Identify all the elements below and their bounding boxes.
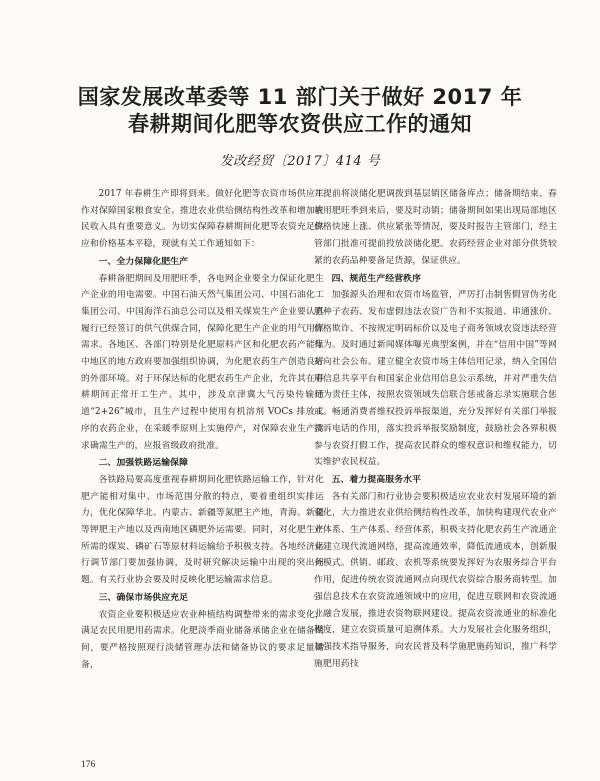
section-5-body: 各有关部门和行业协会要积极适应农业农村发展环境的新变化，大力推进农业供给侧结构性改革，加快构建现代农业产业体系、生产体系、经营体系，积极支持化肥农药生产流通企业建立现代流通网络，提高流通效率，降低流通成本，创新服务模式。供销、邮政、农机等系统要发挥好为农服务综合平台作用，促进传统农资流通网点向现代农资综合服务商转型。加强信息技术在农资流通领域中的应用，促进互联网和农资流通业融合发展，推进农资物联网建设。提高农资流通业的标准化程度，建立农资质量可追溯体系。大力发展社会化服务组织，加强技术指导服务，向农民普及科学施肥施药知识，推广科学施肥用药技 [314,491,557,669]
title-line-1: 国家发展改革委等 11 部门关于做好 2017 年 [77,85,523,109]
section-4-heading: 四、规范生产经营秩序 [331,273,422,284]
section-3-body-continued: 并提前将淡储化肥调拨到基层销区储备库点；储备期结束、春耕用肥旺季到来后，要及时动销；储备期间如果出现局部地区价格快速上涨、供应紧张等情况，要及时报告主管部门，经主管部门批准可提前投放淡储化肥。农药经营企业对部分供货较紧的农药品种要备足货源，保证供应。 [314,189,557,266]
document-number: 发改经贸〔2017〕414 号 [219,154,381,169]
intro-paragraph: 2017 年春耕生产即将到来。做好化肥等农资市场供应工作对保障国家粮食安全、推进农业供给侧结构性改革和增加农民收入具有重要意义。为切实保障春耕期间化肥等农资充足供应和价格基本平稳，现就有关工作通知如下： [81,189,324,250]
section-4-body: 加强源头治理和农资市场监管，严厉打击制售假冒伪劣化肥种子农药、发布虚假违法农资广告和不实报道、串通涨价、价格欺诈、不按规定明码标价以及电子商务领域农资违法经营行为。及时通过新闻媒体曝光典型案例，并在“信用中国”等网站向社会公布。建立健全农资市场主体信用记录，纳入全国信用信息共享平台和国家企业信用信息公示系统，并对严重失信行为责任主体，按照农资领域失信联合惩戒备忘录实施联合惩戒。畅通消费者维权投诉举报渠道，充分发挥好有关部门举报投诉电话的作用，落实投诉举报奖励制度，鼓励社会各界积极参与农资打假工作，提高农民群众的维权意识和维权能力，切实维护农民权益。 [314,290,557,468]
page-number: 176 [81,760,96,770]
section-3-heading: 三、确保市场供应充足 [98,592,189,603]
section-1-heading: 一、全力保障化肥生产 [98,256,189,267]
section-1-body: 春耕备肥期间及用肥旺季，各电网企业要全力保证化肥生产企业的用电需要。中国石油天然气集团公司、中国石油化工集团公司、中国海洋石油总公司以及相关煤炭生产企业要认真履行已经签订的供气供煤合同，保障化肥生产企业的用气用煤需求。各地区、各部门特别是化肥原料产区和化肥农药产能集中地区的地方政府要加强组织协调，为化肥农药生产创造良好的外部环境。对于环保达标的化肥农药生产企业，允许其在春耕期间正常开工生产。其中，涉及京津冀大气污染传输通道“2+26”城市，且生产过程中使用有机溶剂 VOCs 排放工序的农药企业，在采暖季原则上实施停产，对保障农业生产需求确需生产的，应报省级政府批准。 [81,273,324,451]
section-2-heading: 二、加强铁路运输保障 [98,458,189,469]
section-2-body: 各铁路局要高度重视春耕期间化肥铁路运输工作，针对化肥产能相对集中、市场范围分散的特点，要着重组织实排运力，优化保障华北、内蒙古、新疆等氮肥主产地，青海、新疆等钾肥主产地以及西南地区磷肥外运需要。同时，对化肥生产所需的煤炭、磷矿石等原材料运输给予积极支持。各地经济运行调节部门要加强协调，及时研究解决运输中出现的突出问题。有关行业协会要及时反映化肥运输需求信息。 [81,474,324,586]
section-3-body: 农资企业要积极适应农业种植结构调整带来的需求变化，满足农民用肥用药需求。化肥淡季商业储备承储企业在储备期间，要严格按照现行淡储管理办法和储备协议的要求足量储备， [81,609,324,670]
document-title [0,84,600,138]
section-5-heading: 五、着力提高服务水平 [331,474,422,485]
left-column [81,186,324,673]
right-column [314,186,557,672]
title-line-2: 春耕期间化肥等农资供应工作的通知 [128,112,472,136]
